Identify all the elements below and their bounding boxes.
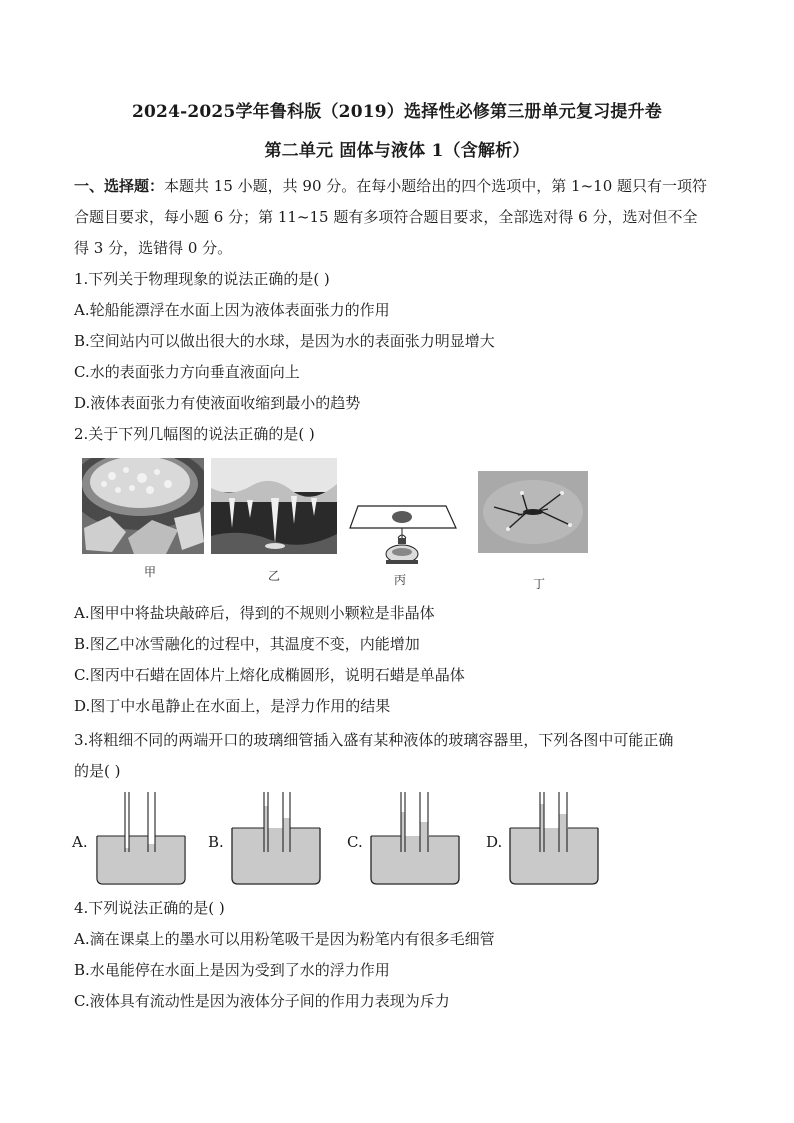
- q2-option-d[interactable]: D.图丁中水黾静止在水面上，是浮力作用的结果: [74, 697, 391, 715]
- capillary-diagram-b[interactable]: [228, 792, 324, 886]
- unit-subtitle: 第二单元 固体与液体 1（含解析）: [264, 141, 530, 161]
- q1-option-a[interactable]: A.轮船能漂浮在水面上因为液体表面张力的作用: [74, 301, 390, 319]
- instruction-line-1: 本题共 15 小题，共 90 分。在每小题给出的四个选项中，第 1~10 题只有一项符: [164, 177, 707, 195]
- q3-stem-line-2: 的是( ): [74, 762, 121, 780]
- q1-option-d[interactable]: D.液体表面张力有使液面收缩到最小的趋势: [74, 394, 361, 412]
- q4-option-c[interactable]: C.液体具有流动性是因为液体分子间的作用力表现为斥力: [74, 992, 450, 1010]
- caption-yi: 乙: [268, 569, 281, 583]
- q2-option-b[interactable]: B.图乙中冰雪融化的过程中，其温度不变，内能增加: [74, 635, 420, 653]
- instruction-line-2: 合题目要求，每小题 6 分；第 11~15 题有多项符合题目要求，全部选对得 6 分，选对但不全: [74, 208, 698, 226]
- q2-stem: 2.关于下列几幅图的说法正确的是( ): [74, 425, 315, 443]
- salt-crystal-photo: [82, 458, 204, 554]
- section-instruction: [74, 176, 724, 196]
- caption-ding: 丁: [533, 577, 546, 591]
- q3-option-b-label[interactable]: B.: [208, 833, 224, 851]
- wax-plate-diagram: [346, 498, 458, 568]
- caption-bing: 丙: [394, 573, 407, 587]
- exam-title: 2024-2025学年鲁科版（2019）选择性必修第三册单元复习提升卷: [132, 102, 662, 122]
- q3-option-a-label[interactable]: A.: [72, 833, 88, 851]
- section-heading: 一、选择题：: [74, 177, 165, 195]
- q4-option-a[interactable]: A.滴在课桌上的墨水可以用粉笔吸干是因为粉笔内有很多毛细管: [74, 930, 495, 948]
- capillary-diagram-c[interactable]: [367, 792, 463, 886]
- q4-option-b[interactable]: B.水黾能停在水面上是因为受到了水的浮力作用: [74, 961, 390, 979]
- caption-jia: 甲: [144, 565, 157, 579]
- icicle-photo: [211, 458, 337, 554]
- q4-stem: 4.下列说法正确的是( ): [74, 899, 225, 917]
- q2-option-c[interactable]: C.图丙中石蜡在固体片上熔化成椭圆形，说明石蜡是单晶体: [74, 666, 465, 684]
- instruction-line-3: 得 3 分，选错得 0 分。: [74, 239, 233, 257]
- q1-stem: 1.下列关于物理现象的说法正确的是( ): [74, 270, 330, 288]
- q3-option-c-label[interactable]: C.: [347, 833, 363, 851]
- q3-option-d-label[interactable]: D.: [486, 833, 503, 851]
- q1-option-b[interactable]: B.空间站内可以做出很大的水球，是因为水的表面张力明显增大: [74, 332, 495, 350]
- q1-option-c[interactable]: C.水的表面张力方向垂直液面向上: [74, 363, 300, 381]
- q3-stem-line-1: 3.将粗细不同的两端开口的玻璃细管插入盛有某种液体的玻璃容器里，下列各图中可能正确: [74, 731, 674, 749]
- capillary-diagram-d[interactable]: [506, 792, 602, 886]
- capillary-diagram-a[interactable]: [93, 792, 189, 886]
- q2-option-a[interactable]: A.图甲中将盐块敲碎后，得到的不规则小颗粒是非晶体: [74, 604, 435, 622]
- water-strider-photo: [478, 471, 588, 553]
